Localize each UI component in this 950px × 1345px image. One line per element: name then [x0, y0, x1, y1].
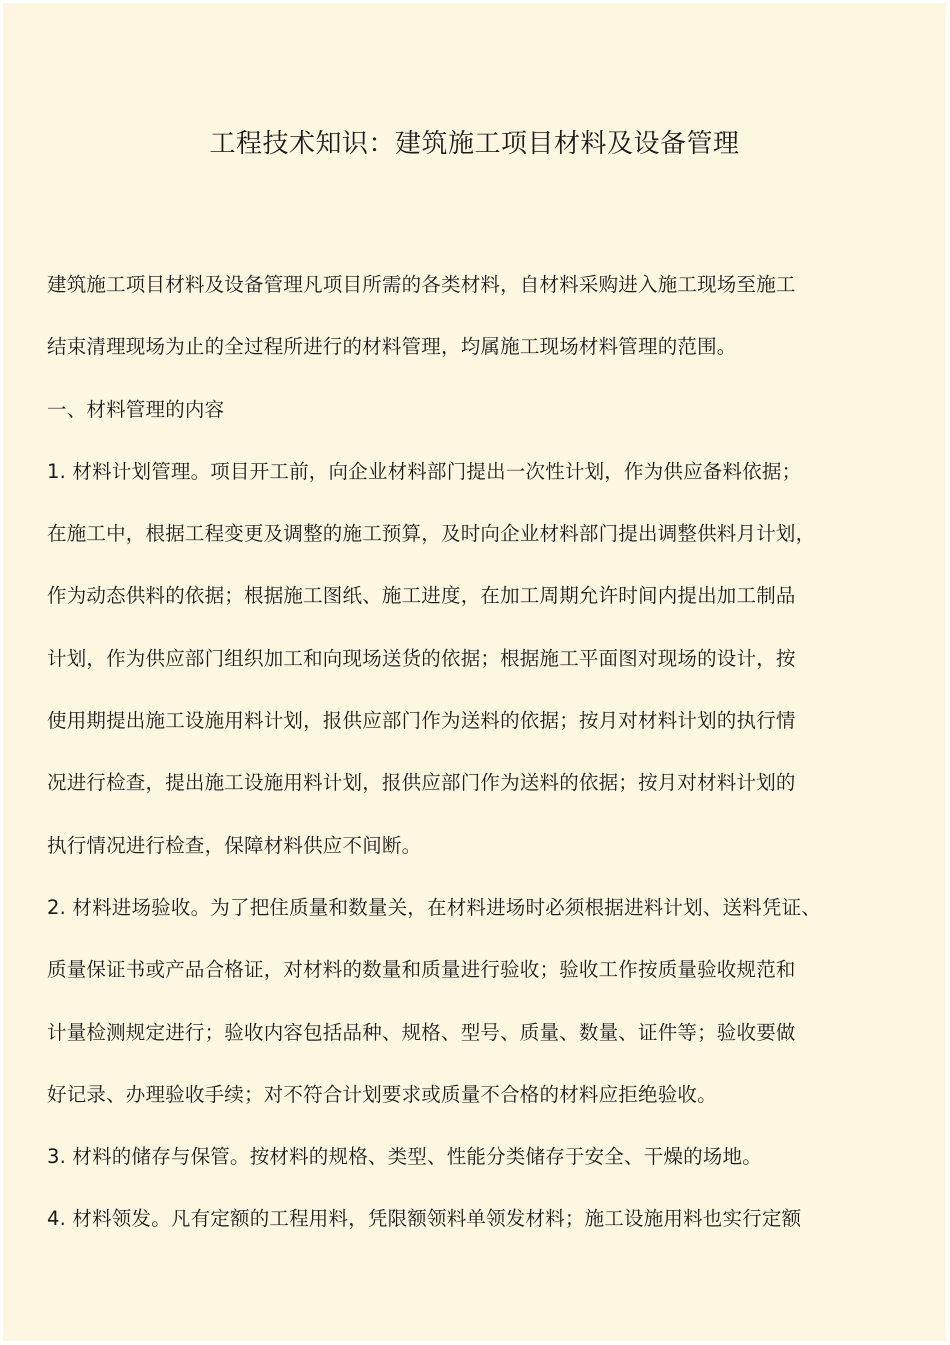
- text-line: 况进行检查，提出施工设施用料计划，报供应部门作为送料的依据；按月对材料计划的: [47, 771, 796, 795]
- document-body: [47, 254, 847, 1251]
- text-line: 4. 材料领发。凡有定额的工程用料，凭限额领料单领发材料；施工设施用料也实行定额: [47, 1207, 802, 1231]
- text-line: 2. 材料进场验收。为了把住质量和数量关，在材料进场时必须根据进料计划、送料凭证、: [47, 895, 822, 919]
- text-line: 计划，作为供应部门组织加工和向现场送货的依据；根据施工平面图对现场的设计，按: [47, 646, 796, 670]
- text-line: 结束清理现场为止的全过程所进行的材料管理，均属施工现场材料管理的范围。: [47, 335, 737, 359]
- text-line: 使用期提出施工设施用料计划，报供应部门作为送料的依据；按月对材料计划的执行情: [47, 709, 796, 733]
- text-line: 1. 材料计划管理。项目开工前，向企业材料部门提出一次性计划，作为供应备料依据；: [47, 459, 802, 483]
- text-line: 执行情况进行检查，保障材料供应不间断。: [47, 833, 422, 857]
- text-line: 质量保证书或产品合格证，对材料的数量和质量进行验收；验收工作按质量验收规范和: [47, 958, 796, 982]
- document-page: [3, 3, 946, 1341]
- text-line: 建筑施工项目材料及设备管理凡项目所需的各类材料，自材料采购进入施工现场至施工: [47, 273, 796, 296]
- text-line: 在施工中，根据工程变更及调整的施工预算，及时向企业材料部门提出调整供料月计划，: [47, 522, 816, 546]
- text-line: 3. 材料的储存与保管。按材料的规格、类型、性能分类储存于安全、干燥的场地。: [47, 1145, 762, 1169]
- text-line: 作为动态供料的依据；根据施工图纸、施工进度，在加工周期允许时间内提出加工制品: [47, 584, 796, 608]
- document-title: 工程技术知识：建筑施工项目材料及设备管理: [209, 129, 740, 159]
- section-heading: 一、材料管理的内容: [47, 397, 225, 421]
- text-line: 好记录、办理验收手续；对不符合计划要求或质量不合格的材料应拒绝验收。: [47, 1082, 717, 1106]
- text-line: 计量检测规定进行；验收内容包括品种、规格、型号、质量、数量、证件等；验收要做: [47, 1020, 796, 1044]
